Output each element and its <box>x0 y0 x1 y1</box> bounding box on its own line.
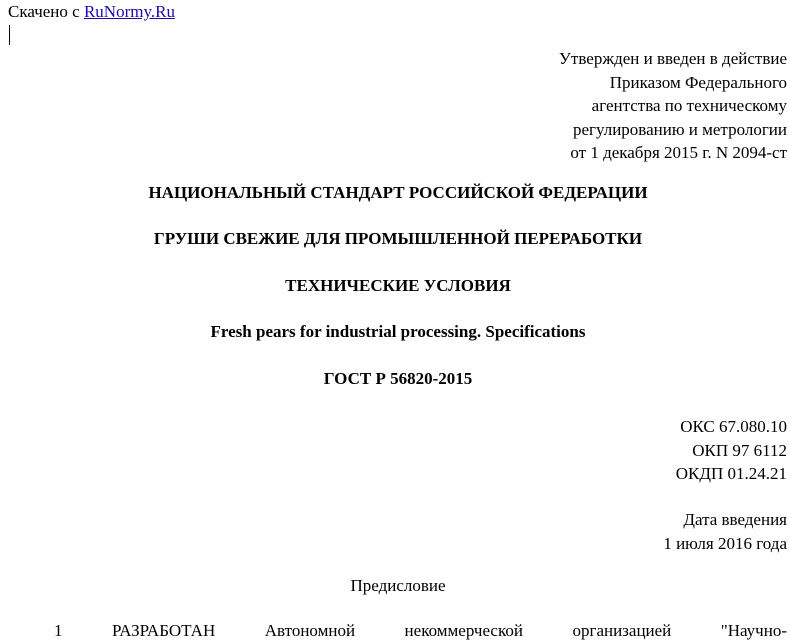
okdp-code: ОКДП 01.24.21 <box>675 464 787 483</box>
standard-type-heading: ТЕХНИЧЕСКИЕ УСЛОВИЯ <box>285 276 511 295</box>
introduction-date-block <box>663 508 787 555</box>
standard-code: ГОСТ Р 56820-2015 <box>323 369 473 388</box>
approval-block <box>559 47 787 165</box>
download-prefix: Скачено с <box>8 2 80 21</box>
item-word: организацией <box>572 621 672 640</box>
item-word: некоммерческой <box>404 621 523 640</box>
okp-code: ОКП 97 6112 <box>692 440 787 460</box>
item-number: 1 <box>54 621 63 640</box>
classification-codes <box>676 415 787 486</box>
item-word: "Научно- <box>720 621 787 640</box>
approval-line: агентства по техническому <box>591 96 787 115</box>
download-source-line <box>8 2 175 22</box>
national-standard-heading: НАЦИОНАЛЬНЫЙ СТАНДАРТ РОССИЙСКОЙ ФЕДЕРАЦИИ <box>148 183 648 202</box>
preface-heading: Предисловие <box>350 576 446 595</box>
approval-line: от 1 декабря 2015 г. N 2094-ст <box>570 143 787 162</box>
text-cursor <box>9 25 10 45</box>
source-link[interactable]: RuNormy.Ru <box>83 2 175 21</box>
oks-code: ОКС 67.080.10 <box>680 417 787 436</box>
standard-subject-heading: ГРУШИ СВЕЖИЕ ДЛЯ ПРОМЫШЛЕННОЙ ПЕРЕРАБОТКИ <box>153 229 643 248</box>
approval-line: Утвержден и введен в действие <box>558 49 787 68</box>
introduction-date-value: 1 июля 2016 года <box>663 533 787 553</box>
approval-line: Приказом Федерального <box>609 72 787 92</box>
item-word: РАЗРАБОТАН <box>112 621 216 640</box>
english-title: Fresh pears for industrial processing. Specifications <box>210 322 586 341</box>
introduction-date-label: Дата введения <box>683 510 787 529</box>
approval-line: регулированию и метрологии <box>572 119 787 139</box>
preface-item-1 <box>54 621 787 641</box>
item-word: Автономной <box>264 621 356 640</box>
